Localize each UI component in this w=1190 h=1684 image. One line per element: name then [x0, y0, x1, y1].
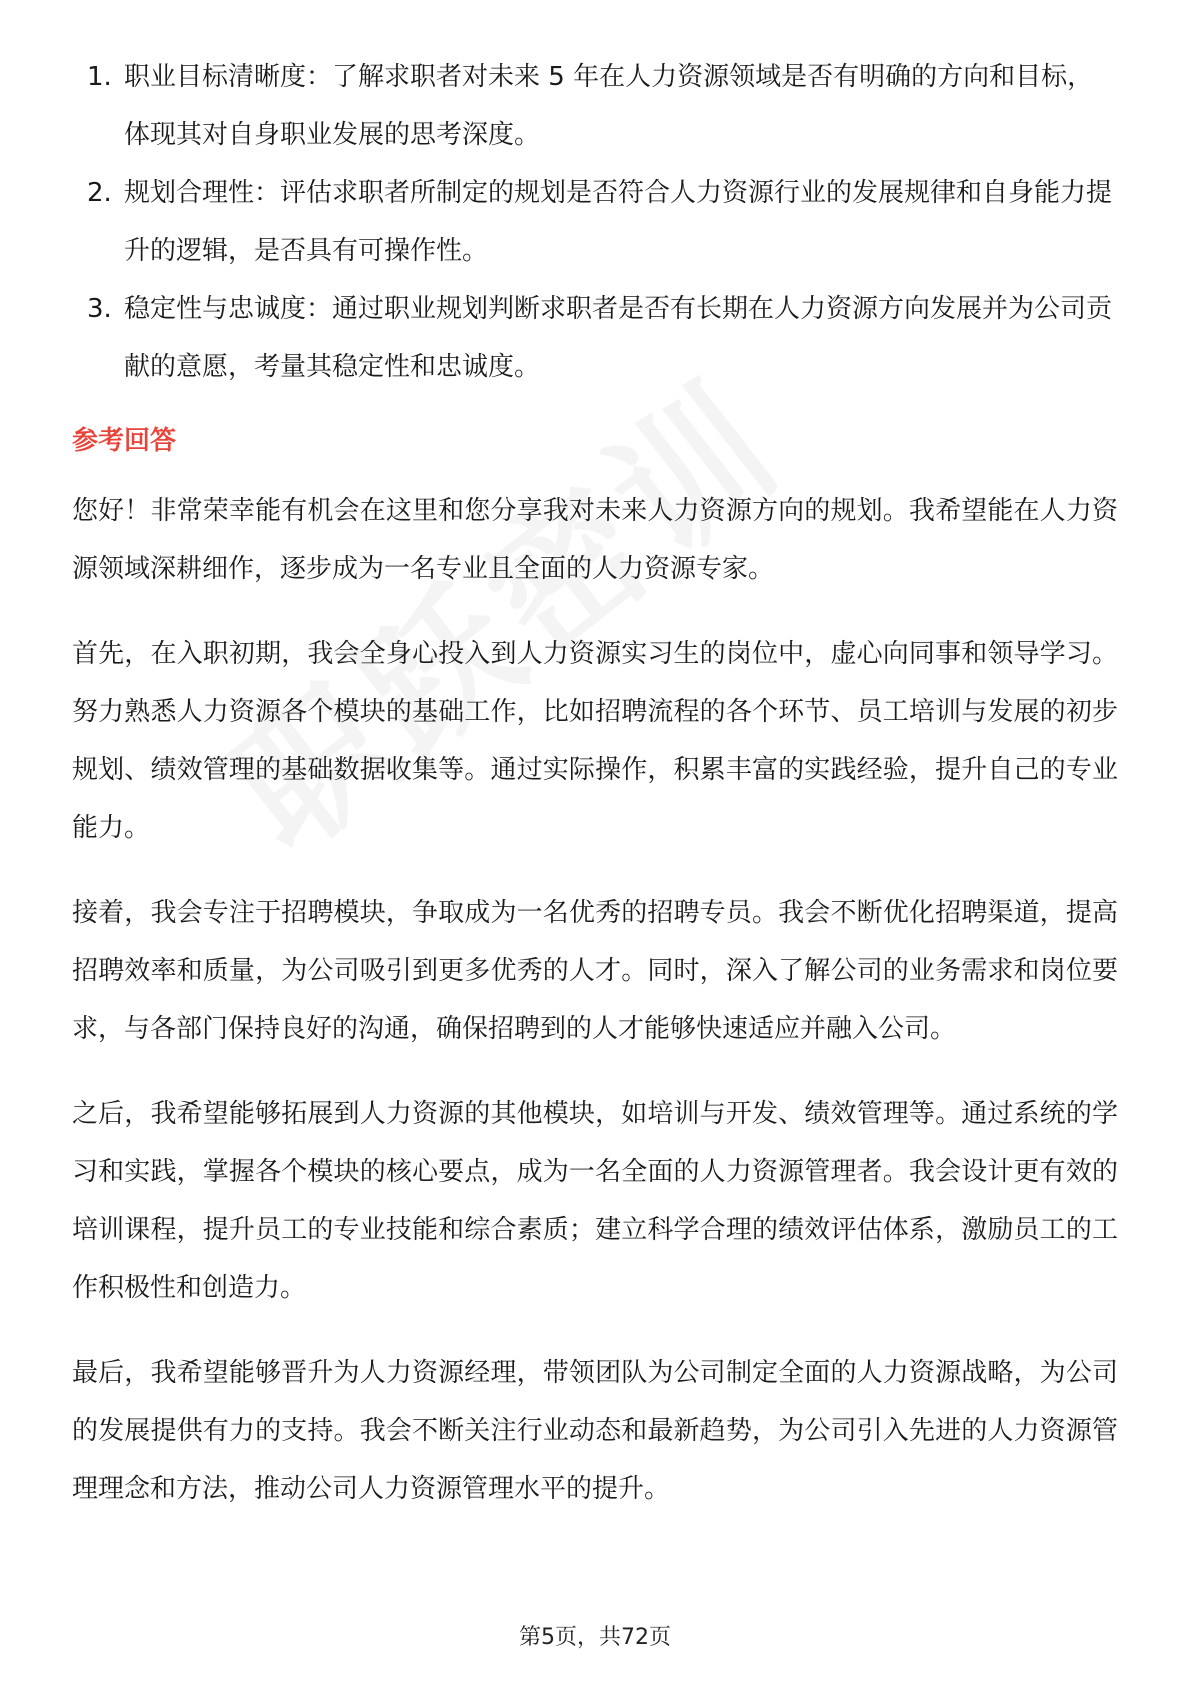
- list-item: [72, 280, 1118, 396]
- page-footer: 第5页，共72页: [519, 1625, 671, 1650]
- paragraph: 首先，在入职初期，我会全身心投入到人力资源实习生的岗位中，虚心向同事和领导学习。努力熟悉人力资源各个模块的基础工作，比如招聘流程的各个环节、员工培训与发展的初步规划、绩效管理的基础数据收集等。通过实际操作，积累丰富的实践经验，提升自己的专业能力。: [72, 639, 1118, 843]
- list-text: 规划合理性：评估求职者所制定的规划是否符合人力资源行业的发展规律和自身能力提升的逻辑，是否具有可操作性。: [124, 178, 1113, 266]
- list-text: 稳定性与忠诚度：通过职业规划判断求职者是否有长期在人力资源方向发展并为公司贡献的意愿，考量其稳定性和忠诚度。: [124, 294, 1113, 382]
- list-number: 3.: [87, 294, 112, 324]
- list-number: 1.: [87, 62, 112, 92]
- paragraph: 最后，我希望能够晋升为人力资源经理，带领团队为公司制定全面的人力资源战略，为公司的发展提供有力的支持。我会不断关注行业动态和最新趋势，为公司引入先进的人力资源管理理念和方法，推动公司人力资源管理水平的提升。: [72, 1358, 1118, 1504]
- paragraph: 接着，我会专注于招聘模块，争取成为一名优秀的招聘专员。我会不断优化招聘渠道，提高招聘效率和质量，为公司吸引到更多优秀的人才。同时，深入了解公司的业务需求和岗位要求，与各部门保持良好的沟通，确保招聘到的人才能够快速适应并融入公司。: [72, 898, 1118, 1044]
- section-title: 参考回答: [72, 426, 177, 456]
- paragraph: 您好！非常荣幸能有机会在这里和您分享我对未来人力资源方向的规划。我希望能在人力资源领域深耕细作，逐步成为一名专业且全面的人力资源专家。: [72, 496, 1118, 584]
- document-body: [72, 48, 1118, 1545]
- list-item: [72, 48, 1118, 164]
- paragraph: 之后，我希望能够拓展到人力资源的其他模块，如培训与开发、绩效管理等。通过系统的学习和实践，掌握各个模块的核心要点，成为一名全面的人力资源管理者。我会设计更有效的培训课程，提升员工的专业技能和综合素质；建立科学合理的绩效评估体系，激励员工的工作积极性和创造力。: [72, 1099, 1118, 1303]
- list-number: 2.: [87, 178, 112, 208]
- list-item: [72, 164, 1118, 280]
- criteria-list: [72, 48, 1118, 396]
- list-text: 职业目标清晰度：了解求职者对未来 5 年在人力资源领域是否有明确的方向和目标，体现其对自身职业发展的思考深度。: [124, 62, 1094, 150]
